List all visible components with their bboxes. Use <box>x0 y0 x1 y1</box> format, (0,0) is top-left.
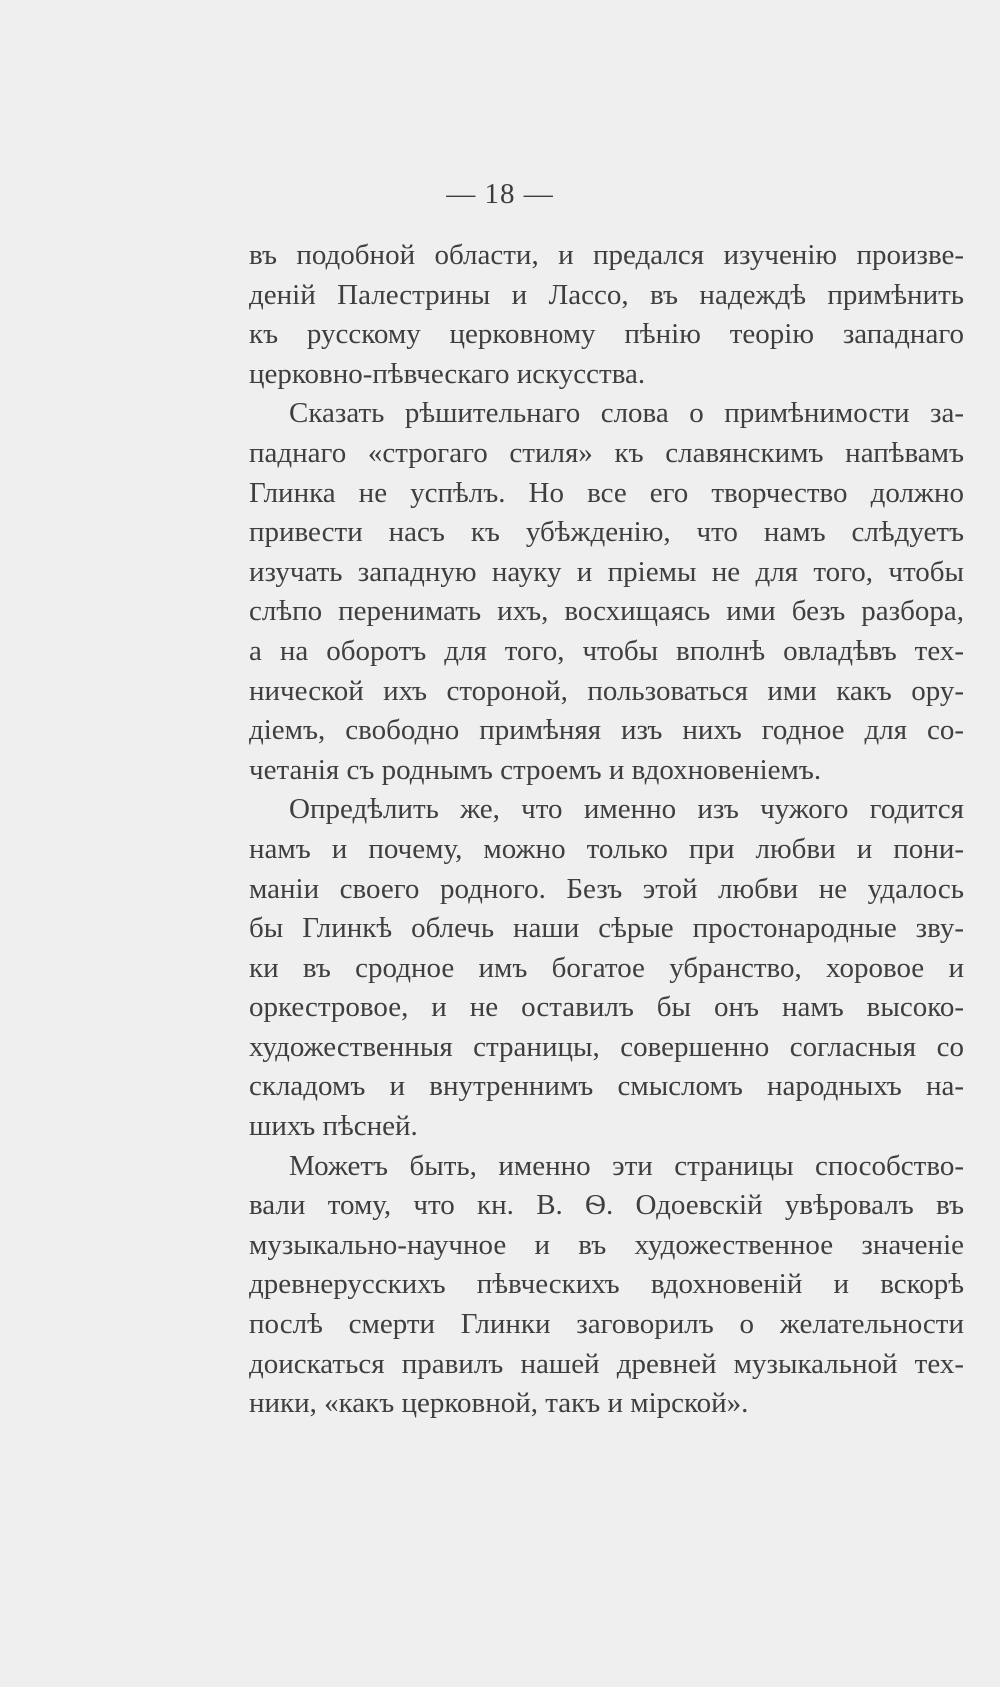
text-line: слѣпо перенимать ихъ, восхищаясь ими безъ разбора, <box>249 595 964 628</box>
text-line: къ русскому церковному пѣнію теорію западнаго <box>249 318 964 351</box>
body-text <box>249 236 964 1424</box>
text-line: шихъ пѣсней. <box>249 1110 418 1143</box>
text-line: вали тому, что кн. В. Ѳ. Одоевскій увѣровалъ въ <box>249 1189 964 1222</box>
text-line: доискаться правилъ нашей древней музыкальной тех- <box>249 1347 964 1380</box>
text-line: а на оборотъ для того, чтобы вполнѣ овладѣвъ тех- <box>249 634 964 667</box>
text-line: ники, «какъ церковной, такъ и мірской». <box>249 1387 749 1420</box>
page-number: — 18 — <box>446 178 554 210</box>
text-line: четанія съ роднымъ строемъ и вдохновеніемъ. <box>249 753 822 786</box>
text-line: въ подобной области, и предался изученію произве- <box>249 239 964 271</box>
text-line: древнерусскихъ пѣвческихъ вдохновеній и вскорѣ <box>249 1268 964 1301</box>
text-line: привести насъ къ убѣжденію, что намъ слѣдуетъ <box>249 516 964 549</box>
text-line: складомъ и внутреннимъ смысломъ народныхъ на- <box>249 1070 964 1103</box>
text-line: церковно-пѣвческаго искусства. <box>249 357 646 390</box>
text-line: изучать западную науку и пріемы не для того, чтобы <box>249 555 964 588</box>
text-line: оркестровое, и не оставилъ бы онъ намъ высоко- <box>249 991 964 1024</box>
text-line: художественныя страницы, совершенно согласныя со <box>249 1030 964 1063</box>
text-line: Глинка не успѣлъ. Но все его творчество должно <box>249 476 964 509</box>
text-line: Опредѣлить же, что именно изъ чужого годится <box>289 793 964 826</box>
paragraph-2 <box>249 394 964 790</box>
text-line: музыкально-научное и въ художественное значеніе <box>249 1228 964 1261</box>
text-line: бы Глинкѣ облечь наши сѣрые простонародные зву- <box>249 912 964 945</box>
text-line: паднаго «строгаго стиля» къ славянскимъ напѣвамъ <box>249 436 964 469</box>
paragraph-4 <box>249 1147 964 1424</box>
text-line: деній Палестрины и Лассо, въ надеждѣ примѣнить <box>249 278 964 311</box>
text-line: намъ и почему, можно только при любви и пони- <box>249 832 964 865</box>
text-line: ки въ сродное имъ богатое убранство, хоровое и <box>249 951 964 984</box>
text-line: Сказать рѣшительнаго слова о примѣнимости за- <box>289 397 964 430</box>
text-line: послѣ смерти Глинки заговорилъ о желательности <box>249 1308 964 1341</box>
text-line: нической ихъ стороной, пользоваться ими какъ ору- <box>249 674 964 707</box>
paragraph-3 <box>249 790 964 1146</box>
paragraph-1 <box>249 236 964 394</box>
text-line: діемъ, свободно примѣняя изъ нихъ годное для со- <box>249 714 964 747</box>
text-line: маніи своего родного. Безъ этой любви не удалось <box>249 872 964 905</box>
text-line: Можетъ быть, именно эти страницы способство- <box>289 1149 964 1182</box>
